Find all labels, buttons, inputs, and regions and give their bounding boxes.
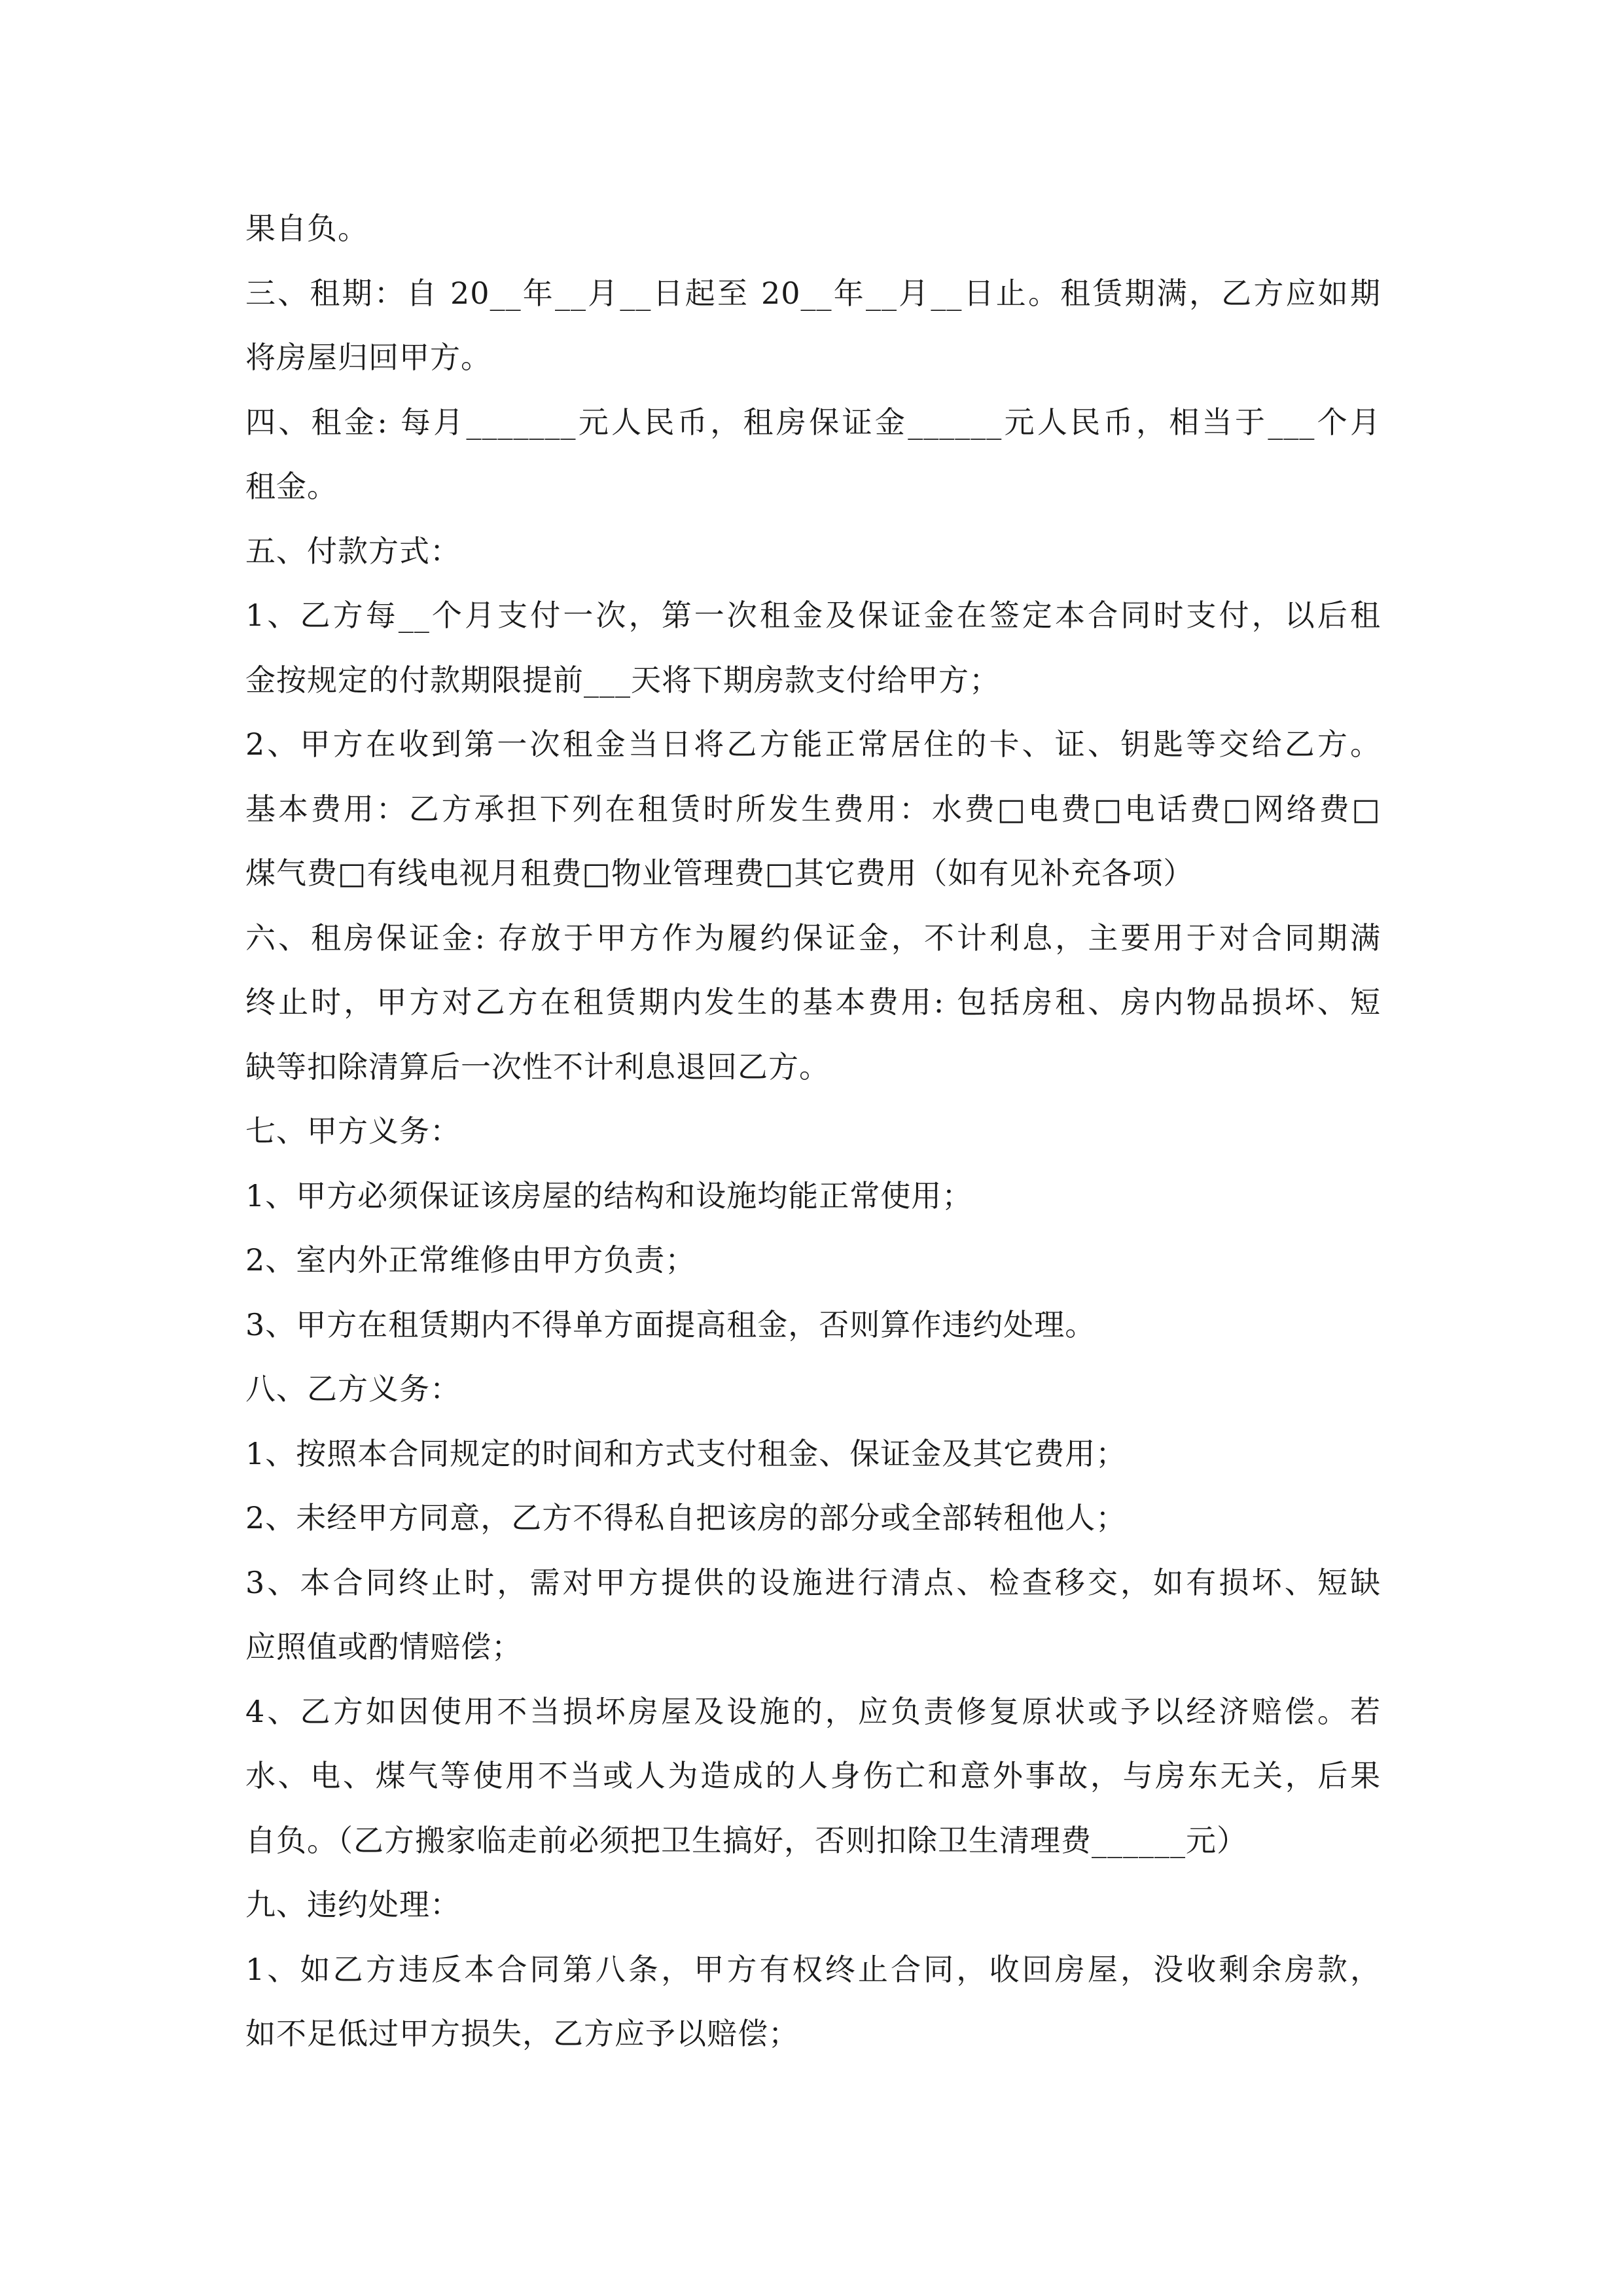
- section-heading-payment: 五、付款方式：: [245, 533, 461, 569]
- document-body: [245, 196, 1381, 2066]
- text-line-25: 水、电、煤气等使用不当或人为造成的人身伤亡和意外事故，与房东无关，后果: [245, 1758, 1381, 1793]
- text-line-18: 3、甲方在租赁期内不得单方面提高租金，否则算作违约处理。: [245, 1306, 1096, 1342]
- text-line-21: 2、未经甲方同意，乙方不得私自把该房的部分或全部转租他人；: [245, 1500, 1127, 1535]
- text-line-7: 1、乙方每__个月支付一次，第一次租金及保证金在签定本合同时支付，以后租: [245, 598, 1381, 633]
- text-line-14: 缺等扣除清算后一次性不计利息退回乙方。: [245, 1049, 830, 1085]
- text-line-2: 三、租期：自 20__年__月__日起至 20__年__月__日止。租赁期满，乙方应如期: [245, 275, 1381, 311]
- text-line-16: 1、甲方必须保证该房屋的结构和设施均能正常使用；: [245, 1177, 973, 1213]
- text-line-9: 2、甲方在收到第一次租金当日将乙方能正常居住的卡、证、钥匙等交给乙方。: [245, 726, 1381, 762]
- text-line-22: 3、本合同终止时，需对甲方提供的设施进行清点、检查移交，如有损坏、短缺: [245, 1564, 1381, 1600]
- text-line-3: 将房屋归回甲方。: [245, 340, 491, 375]
- text-line-11: 煤气费□有线电视月租费□物业管理费□其它费用（如有见补充各项）: [245, 855, 1194, 891]
- text-line-17: 2、室内外正常维修由甲方负责；: [245, 1242, 696, 1278]
- text-line-23: 应照值或酌情赔偿；: [245, 1629, 522, 1664]
- section-heading-lessee-duties: 八、乙方义务：: [245, 1371, 461, 1407]
- text-line-4: 四、租金: 每月_______元人民币，租房保证金______元人民币，相当于___个月: [245, 404, 1381, 440]
- text-line-5: 租金。: [245, 469, 338, 504]
- text-line-12: 六、租房保证金: 存放于甲方作为履约保证金，不计利息，主要用于对合同期满: [245, 920, 1381, 956]
- text-line-1: 果自负。: [245, 211, 368, 246]
- text-line-24: 4、乙方如因使用不当损坏房屋及设施的，应负责修复原状或予以经济赔偿。若: [245, 1693, 1381, 1729]
- text-line-10: 基本费用：乙方承担下列在租赁时所发生费用：水费□电费□电话费□网络费□: [245, 791, 1381, 827]
- text-line-13: 终止时，甲方对乙方在租赁期内发生的基本费用: 包括房租、房内物品损坏、短: [245, 984, 1381, 1020]
- text-line-20: 1、按照本合同规定的时间和方式支付租金、保证金及其它费用；: [245, 1435, 1127, 1471]
- text-line-29: 如不足低过甲方损失，乙方应予以赔偿；: [245, 2016, 799, 2051]
- text-line-28: 1、如乙方违反本合同第八条，甲方有权终止合同，收回房屋，没收剩余房款，: [245, 1951, 1381, 1987]
- text-line-8: 金按规定的付款期限提前___天将下期房款支付给甲方；: [245, 662, 1000, 698]
- text-line-26: 自负。（乙方搬家临走前必须把卫生搞好，否则扣除卫生清理费______元）: [245, 1822, 1247, 1858]
- section-heading-breach: 九、违约处理：: [245, 1887, 461, 1922]
- section-heading-lessor-duties: 七、甲方义务：: [245, 1113, 461, 1149]
